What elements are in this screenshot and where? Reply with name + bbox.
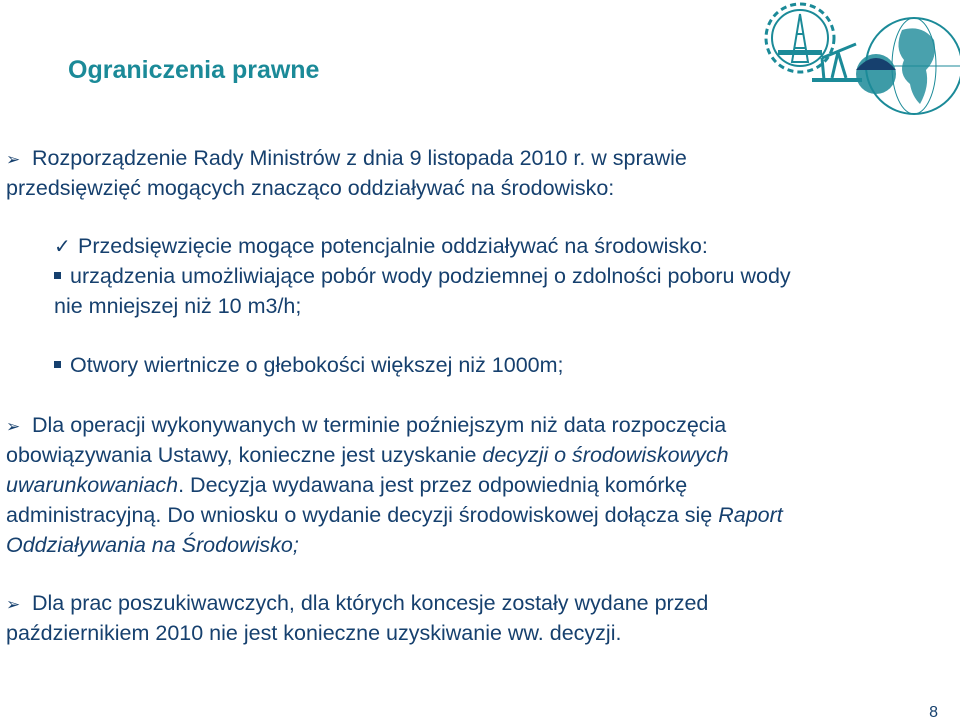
page-number: 8 [929,704,938,721]
bullet2-line5: Oddziaływania na Środowisko; [6,533,299,557]
slide-title: Ograniczenia prawne [68,56,320,84]
bullet2-line2: obowiązywania Ustawy, konieczne jest uzyskanie decyzji o środowiskowych [6,443,729,467]
square-bullet-icon [54,272,61,279]
bullet1-line1: ➢ Rozporządzenie Rady Ministrów z dnia 9 listopada 2010 r. w sprawie [6,143,687,175]
bullet2-line3: uwarunkowaniach. Decyzja wydawana jest przez odpowiednią komórkę [6,473,688,497]
bullet1-line2: przedsięwzięć mogących znacząco oddziaływać na środowisko: [6,176,615,200]
bullet2-line1: ➢ Dla operacji wykonywanych w terminie poźniejszym niż data rozpoczęcia [6,410,726,442]
bullet2-line4: administracyjną. Do wniosku o wydanie decyzji środowiskowej dołącza się Raport [6,503,783,527]
checkmark-icon: ✓ [54,236,71,258]
bullet3-line2: październikiem 2010 nie jest konieczne uzyskiwanie ww. decyzji. [6,621,622,645]
arrow-bullet-icon: ➢ [6,417,21,436]
bullet3-line1: ➢ Dla prac poszukiwawczych, dla których koncesje zostały wydane przed [6,588,708,620]
check-item: ✓ Przedsięwzięcie mogące potencjalnie oddziaływać na środowisko: [54,231,708,262]
arrow-bullet-icon: ➢ [6,150,21,169]
sub1-line1: urządzenia umożliwiające pobór wody podziemnej o zdolności poboru wody [54,261,791,291]
arrow-bullet-icon: ➢ [6,595,21,614]
square-bullet-icon [54,361,61,368]
sub2-line: Otwory wiertnicze o głebokości większej niż 1000m; [54,350,564,380]
oil-industry-logo-icon [752,0,960,140]
sub1-line2: nie mniejszej niż 10 m3/h; [54,294,302,318]
